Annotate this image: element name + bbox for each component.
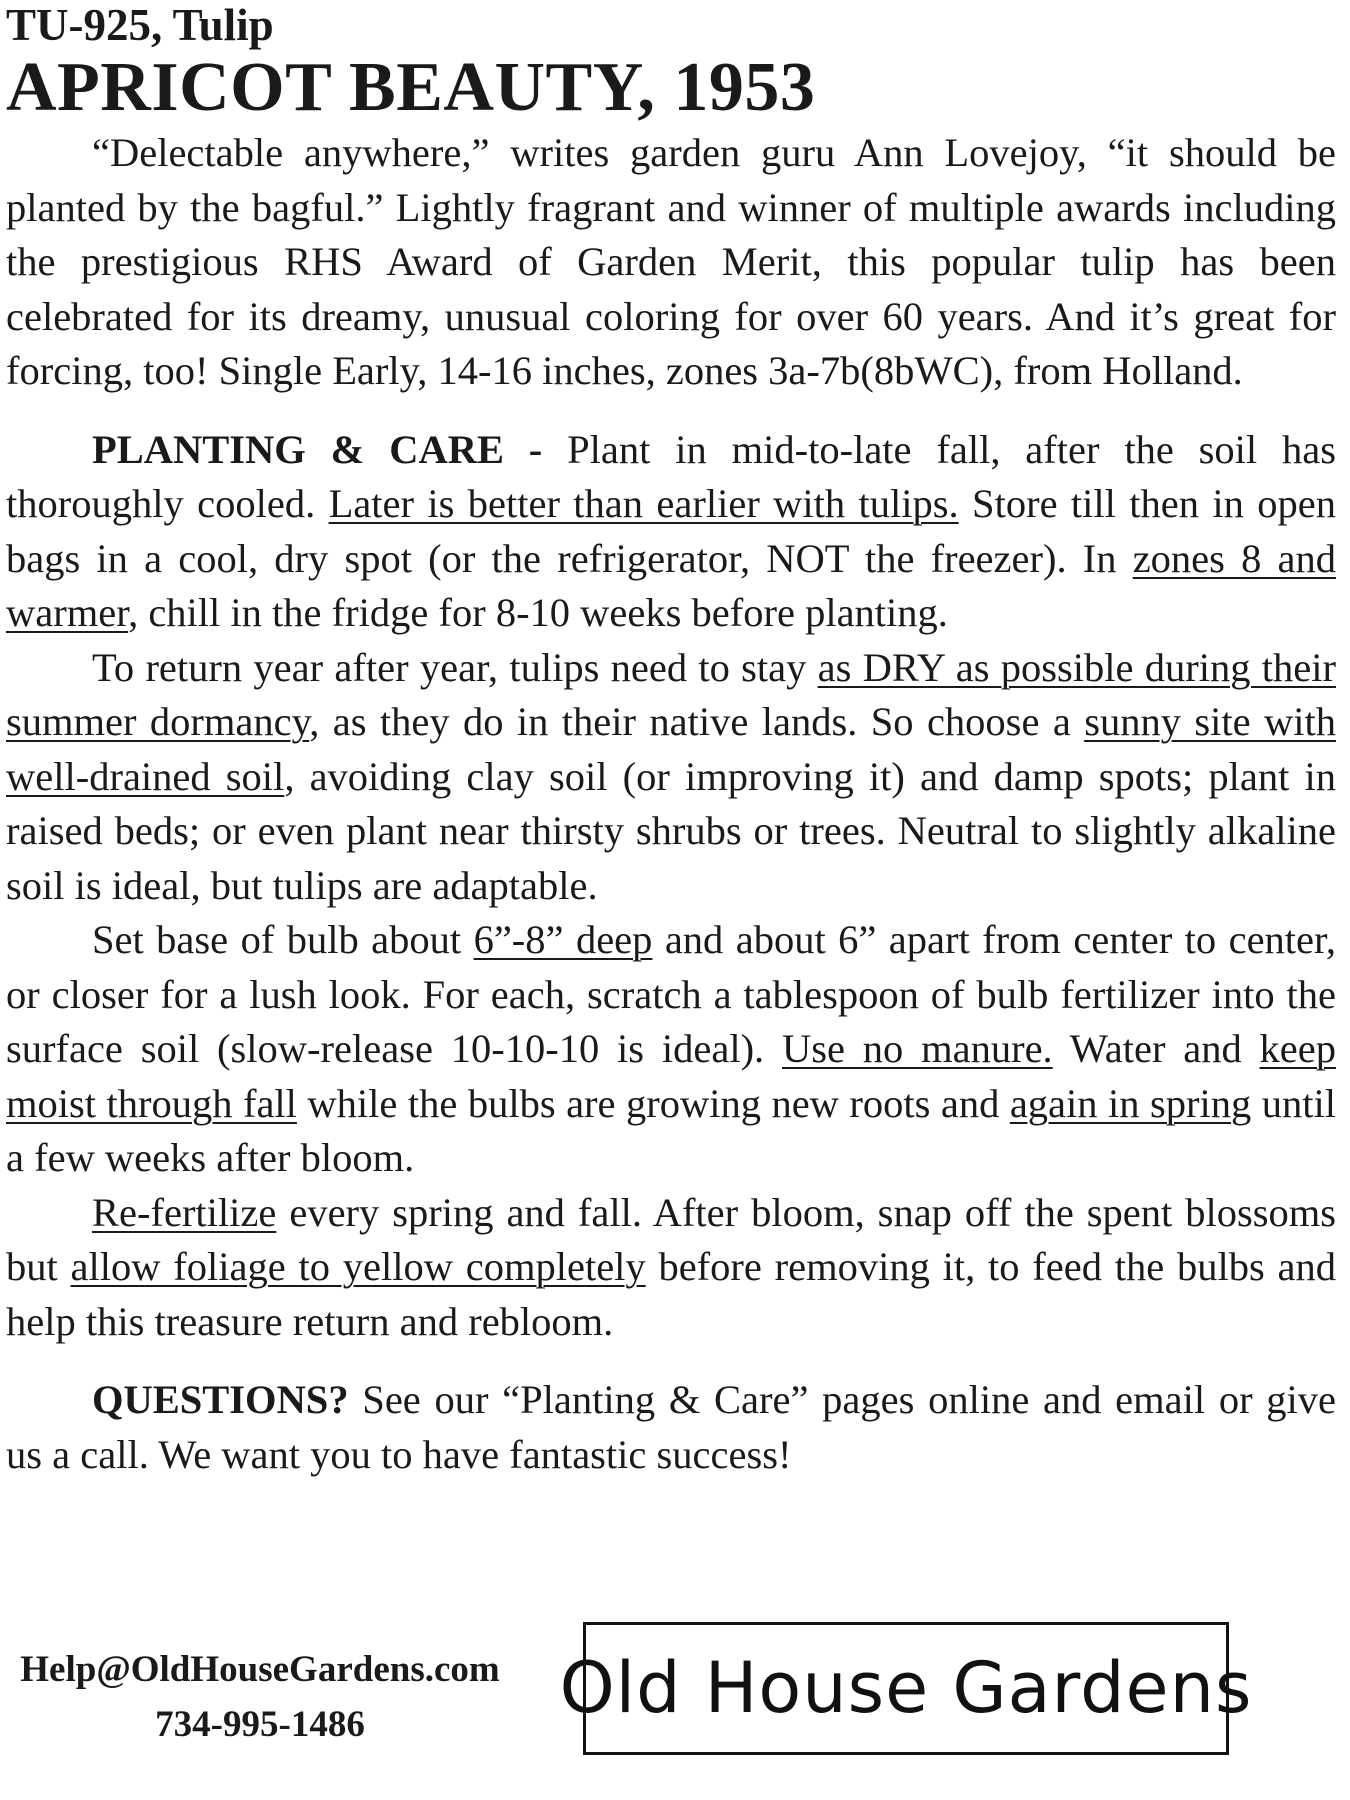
care-emphasis: Use no manure. — [782, 1026, 1053, 1071]
care-emphasis: 6”-8” deep — [473, 917, 653, 962]
care-text: , as they do in their native lands. So choose a — [309, 699, 1085, 744]
care-text: and about 6” apart from center to center, or closer for a lush look. For each, scratch a tablespoon of bulb fertilizer into the surface soil (slow-release 10-10-10 is ideal). — [6, 917, 1337, 1071]
care-text: until a few weeks after bloom. — [6, 1080, 1336, 1180]
care-paragraph-3 — [6, 913, 1336, 1186]
care-emphasis: allow foliage to yellow completely — [70, 1244, 646, 1289]
care-emphasis: sunny site with well-drained soil — [6, 699, 1337, 799]
product-sheet — [6, 0, 1336, 1482]
care-emphasis: as DRY as possible during their summer dormancy — [6, 644, 1337, 744]
care-emphasis: zones 8 and warmer — [6, 535, 1336, 635]
care-heading: PLANTING & CARE - — [92, 426, 543, 472]
care-emphasis: Re-fertilize — [92, 1189, 277, 1235]
care-emphasis: keep moist through fall — [6, 1026, 1336, 1126]
care-text: while the bulbs are growing new roots and — [296, 1080, 1010, 1126]
care-paragraph-4 — [6, 1186, 1336, 1350]
section-gap — [6, 1349, 1336, 1373]
care-text: , avoiding clay soil (or improving it) and damp spots; plant in raised beds; or even plant near thirsty shrubs or trees. Neutral to slightly alkaline soil is ideal, but tulips are adaptable. — [6, 753, 1337, 908]
care-emphasis: Later is better than earlier with tulips. — [328, 481, 959, 526]
contact-block — [0, 1642, 520, 1752]
care-text: , chill in the fridge for 8-10 weeks before planting. — [128, 590, 948, 635]
brand-logo — [559, 1622, 1253, 1755]
logo-text: Old House Gardens — [559, 1646, 1253, 1729]
care-paragraph-1 — [6, 423, 1336, 641]
care-text: Store till then in open bags in a cool, dry spot (or the refrigerator, NOT the freezer). In — [6, 481, 1336, 581]
email-link[interactable]: Help@OldHouseGardens.com — [20, 1649, 500, 1690]
care-text: before removing it, to feed the bulbs and help this treasure return and rebloom. — [6, 1244, 1336, 1344]
care-text: Plant in mid-to-late fall, after the soil has thoroughly cooled. — [6, 426, 1336, 526]
logo-wordmark — [559, 1634, 1253, 1744]
care-text: every spring and fall. After bloom, snap off the spent blossoms but — [6, 1189, 1336, 1289]
phone-number: 734-995-1486 — [155, 1704, 365, 1745]
questions-paragraph — [6, 1373, 1336, 1482]
care-paragraph-2 — [6, 641, 1336, 914]
questions-text: See our “Planting & Care” pages online and email or give us a call. We want you to have fantastic success! — [6, 1377, 1336, 1477]
care-emphasis: again in spring — [1009, 1080, 1252, 1126]
intro-paragraph: “Delectable anywhere,” writes garden guru Ann Lovejoy, “it should be planted by the bagful.” Lightly fragrant and winner of multiple awards including the prestigious RHS Award of Garden Merit, this popular tulip has been celebrated for its dreamy, unusual coloring for over 60 years. And it’s great for forcing, too! Single Early, 14-16 inches, zones 3a-7b(8bWC), from Holland. — [6, 130, 1336, 393]
care-text: Set base of bulb about — [92, 917, 474, 962]
care-text: Water and — [1052, 1026, 1260, 1071]
care-text: To return year after year, tulips need to stay — [92, 644, 818, 690]
section-gap — [6, 399, 1336, 423]
product-code: TU-925, Tulip — [6, 0, 274, 50]
product-title: APRICOT BEAUTY, 1953 — [6, 49, 816, 126]
questions-heading: QUESTIONS? — [92, 1377, 349, 1422]
